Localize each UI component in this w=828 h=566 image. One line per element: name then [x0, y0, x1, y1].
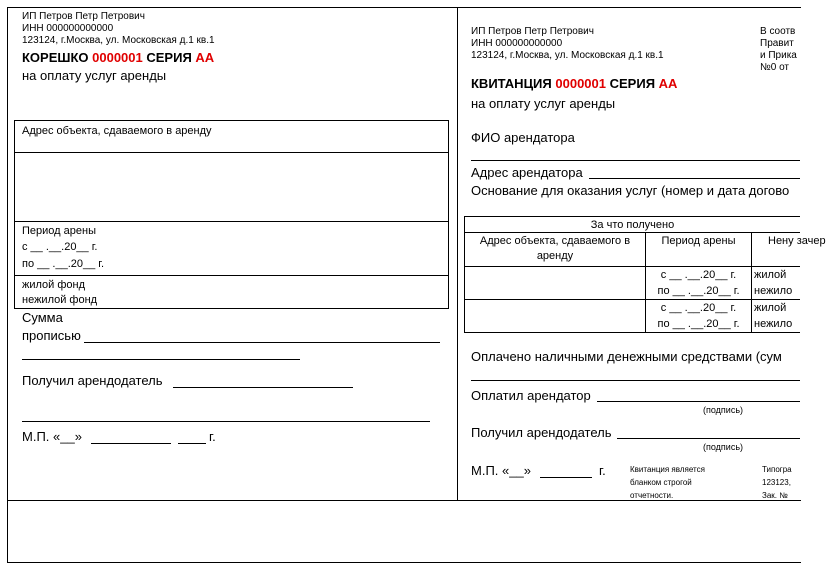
page-left-line: [7, 500, 8, 563]
stub-subtitle: на оплату услуг аренды: [22, 68, 167, 83]
stub-title: [22, 50, 214, 66]
stub-period-label: Период арены: [22, 225, 96, 237]
stub-sum-underline-2: [22, 359, 300, 360]
page-bottom-line: [7, 562, 801, 563]
stub-address-label: Адрес объекта, сдаваемого в аренду: [22, 125, 212, 137]
receipt-basis-label: Основание для оказания услуг (номер и дата догово: [471, 183, 790, 198]
receipt-series: АА: [658, 76, 678, 91]
receipt-received-by: Получил арендодатель: [471, 425, 612, 440]
receipt-address-underline: [589, 178, 800, 179]
receipt-strict-form-note: Квитанция является бланком строгой отчетности.: [630, 465, 705, 500]
frame-divider: [457, 7, 458, 501]
stub-series-word: СЕРИЯ: [146, 50, 192, 65]
frame-top: [7, 7, 801, 8]
receipt-fio-label: ФИО арендатора: [471, 130, 575, 145]
receipt-issuer-address: 123124, г.Москва, ул. Московская д.1 кв.1: [471, 50, 664, 61]
receipt-row1-fund1: жилой: [754, 269, 787, 281]
receipt-paid-cash: Оплачено наличными денежными средствами (сум: [471, 349, 782, 364]
stub-month-underline: [91, 443, 171, 444]
receipt-legal-3: и Прика: [760, 50, 797, 61]
receipt-row2-fund1: жилой: [754, 302, 787, 314]
stub-number: 0000001: [92, 50, 143, 65]
issuer-name: ИП Петров Петр Петрович: [22, 11, 145, 22]
receipt-subtitle: на оплату услуг аренды: [471, 96, 616, 111]
receipt-paid-by: Оплатил арендатор: [471, 388, 591, 403]
receipt-row2-from: с __ .__.20__ г.: [660, 302, 737, 314]
stub-sum-label: Сумма: [22, 310, 63, 325]
receipt-row1-from: с __ .__.20__ г.: [660, 269, 737, 281]
stub-received-by: Получил арендодатель: [22, 373, 163, 388]
receipt-title-word: КВИТАНЦИЯ: [471, 76, 552, 91]
receipt-row2-fund2: нежило: [754, 318, 793, 330]
receipt-number: 0000001: [555, 76, 606, 91]
stub-signature-line: [22, 421, 430, 422]
stub-year-underline: [178, 443, 206, 444]
receipt-row1-to: по __ .__.20__ г.: [657, 285, 740, 297]
stub-sum-words: прописью: [22, 328, 81, 343]
stub-period-from: с __ .__.20__ г.: [22, 241, 98, 253]
stub-received-underline: [173, 387, 353, 388]
receipt-issuer-inn: ИНН 000000000000: [471, 38, 563, 49]
receipt-seal-date: М.П. «__»: [471, 463, 531, 478]
receipt-received-signature-hint: (подпись): [703, 442, 744, 452]
receipt-legal-1: В соотв: [760, 26, 796, 37]
frame-left: [7, 7, 8, 501]
receipt-legal-4: №0 от: [760, 62, 789, 73]
receipt-paid-by-signature-hint: (подпись): [703, 405, 744, 415]
receipt-fio-underline: [471, 160, 800, 161]
receipt-paid-cash-underline: [471, 380, 800, 381]
receipt-row1-fund2: нежило: [754, 285, 793, 297]
receipt-issuer-name: ИП Петров Петр Петрович: [471, 26, 594, 37]
receipt-address-label: Адрес арендатора: [471, 165, 583, 180]
stub-title-word: КОРЕШКО: [22, 50, 89, 65]
receipt-title: [471, 76, 677, 92]
stub-seal-date: М.П. «__»: [22, 429, 82, 444]
stub-period-to: по __ .__.20__ г.: [22, 258, 105, 270]
issuer-inn: ИНН 000000000000: [22, 23, 114, 34]
stub-seal-year: г.: [209, 429, 216, 444]
receipt-col-fund: Нену зачер: [768, 235, 826, 247]
receipt-col-address: Адрес объекта, сдаваемого в аренду: [479, 235, 631, 262]
receipt-paid-by-underline: [597, 401, 800, 402]
receipt-col-period: Период арены: [661, 235, 736, 247]
receipt-seal-year: г.: [599, 463, 606, 478]
issuer-address: 123124, г.Москва, ул. Московская д.1 кв.1: [22, 35, 215, 46]
stub-fund-living: жилой фонд: [22, 279, 86, 291]
stub-fund-nonliving: нежилой фонд: [22, 294, 98, 306]
receipt-row2-to: по __ .__.20__ г.: [657, 318, 740, 330]
receipt-legal-2: Правит: [760, 38, 794, 49]
stub-sum-underline: [84, 342, 440, 343]
receipt-series-word: СЕРИЯ: [609, 76, 656, 91]
receipt-month-underline: [540, 477, 592, 478]
receipt-received-underline: [617, 438, 800, 439]
stub-series: АА: [195, 50, 215, 65]
receipt-table-caption: За что получено: [590, 219, 675, 231]
receipt-printer-note: Типогра 123123, Зак. №: [762, 465, 792, 500]
